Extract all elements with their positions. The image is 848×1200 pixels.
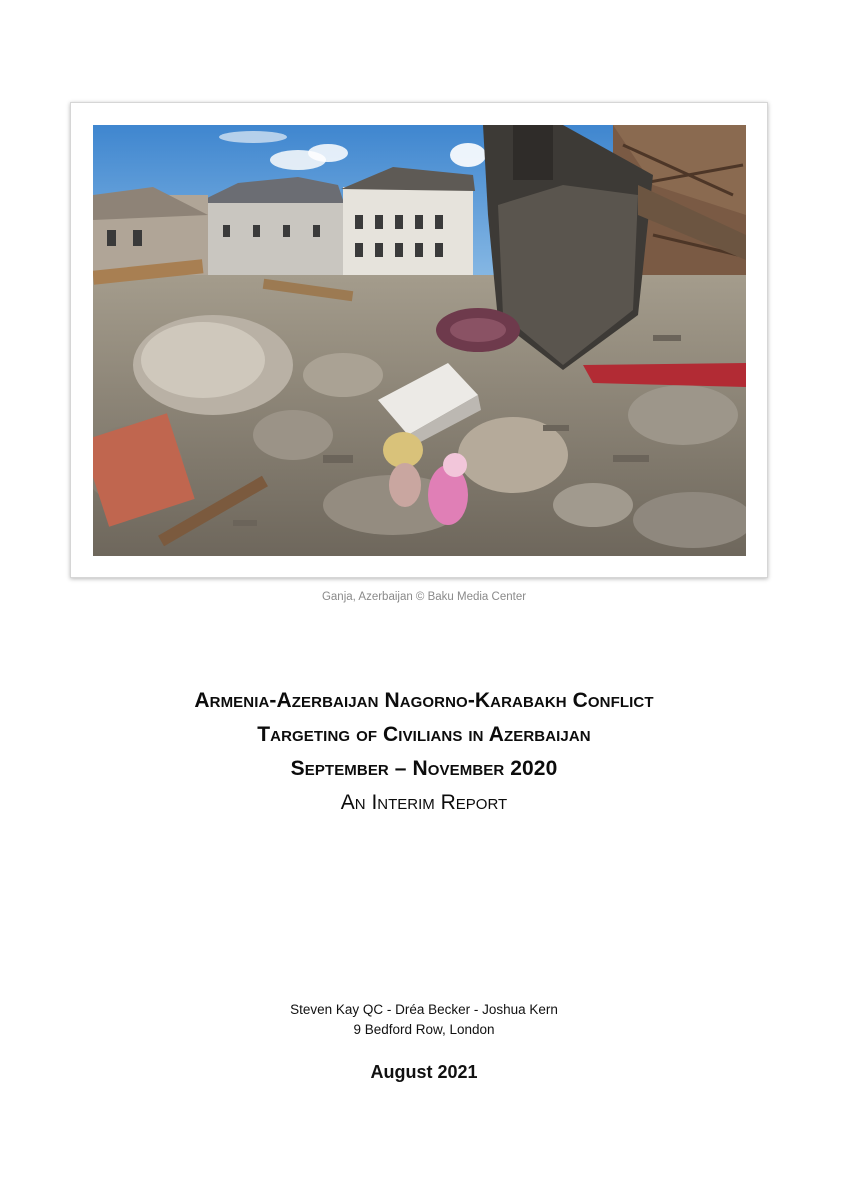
author-names: Steven Kay QC - Dréa Becker - Joshua Kern [290, 1002, 558, 1017]
authors-block [0, 1000, 848, 1040]
photo-caption: Ganja, Azerbaijan © Baku Media Center [321, 591, 527, 603]
cover-photo-rubble [93, 125, 746, 556]
author-address: 9 Bedford Row, London [353, 1022, 495, 1037]
report-title-block [0, 684, 848, 820]
title-line-3: September – November 2020 [290, 757, 558, 780]
title-line-2: Targeting of Civilians in Azerbaijan [257, 723, 591, 746]
title-line-1: Armenia-Azerbaijan Nagorno-Karabakh Conflict [194, 689, 654, 712]
report-date: August 2021 [370, 1062, 478, 1082]
cover-photo-frame [70, 102, 768, 578]
report-subtitle: An Interim Report [340, 791, 508, 814]
